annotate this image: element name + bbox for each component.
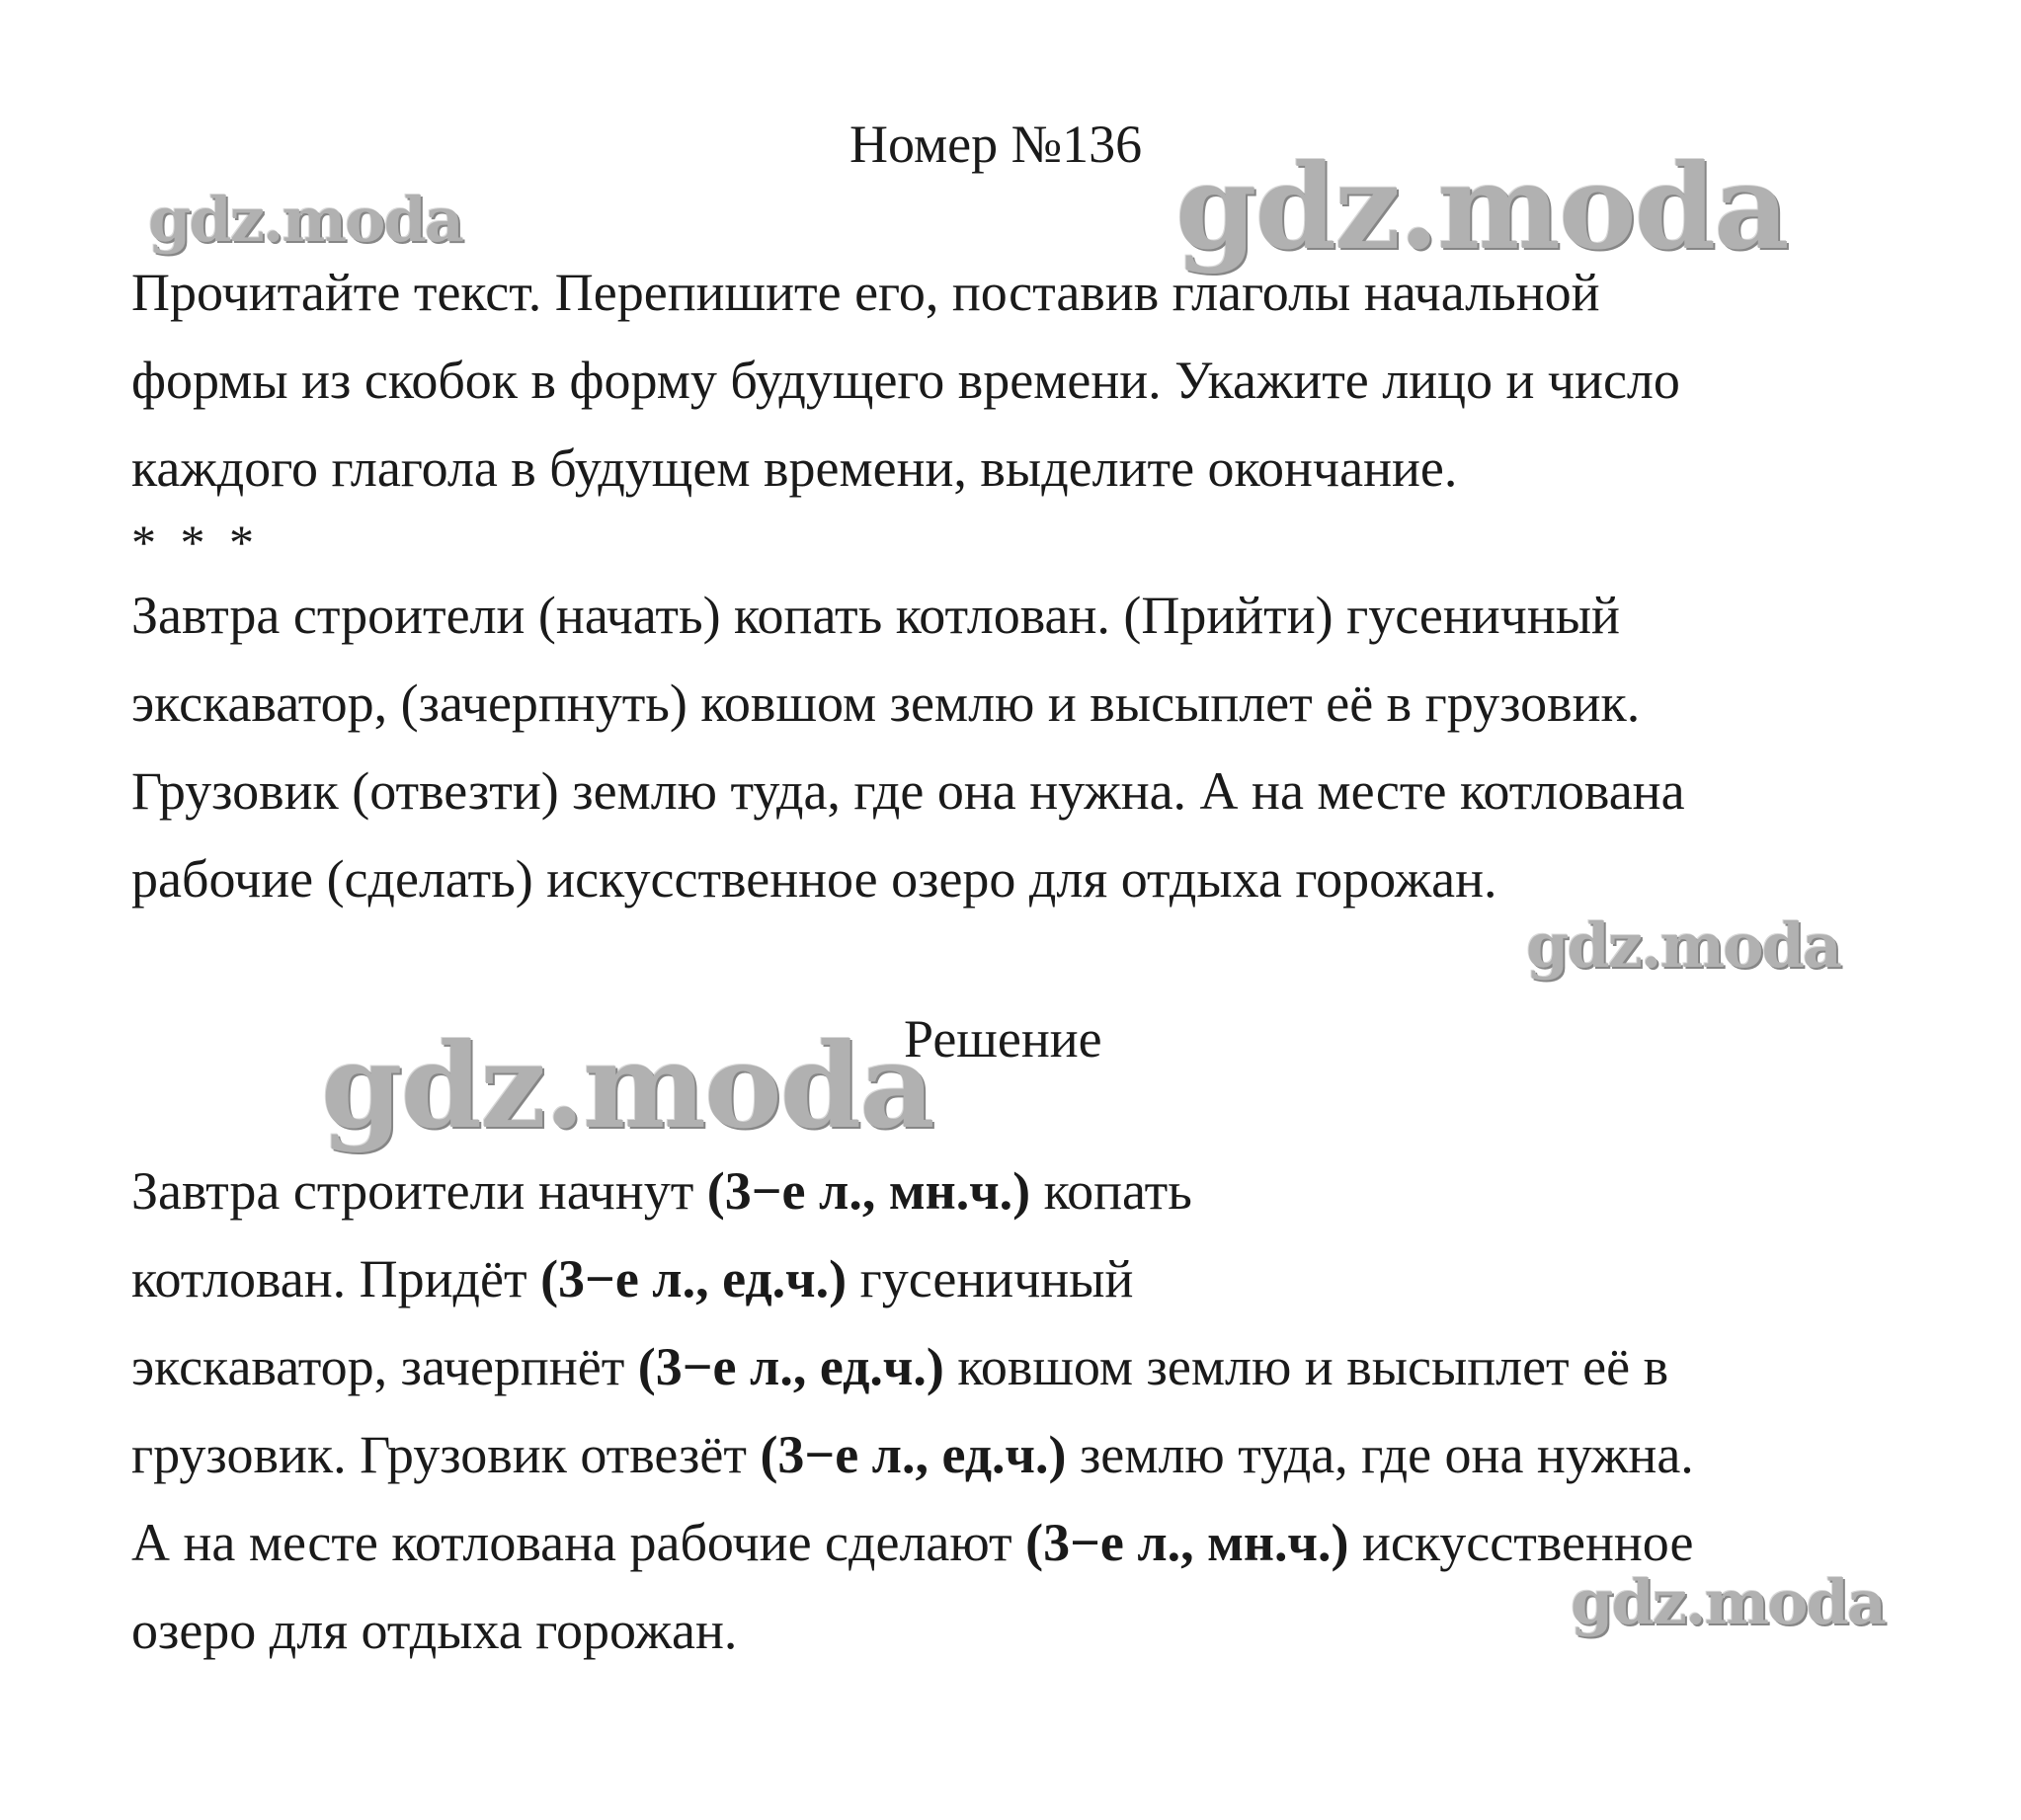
watermark-logo: gdz.moda	[1526, 910, 1840, 982]
watermark-logo: gdz.moda	[1175, 138, 1788, 276]
solution-text: гусеничный	[847, 1249, 1134, 1308]
page-title: Номер №136	[849, 115, 1143, 174]
grammar-note: (3−е л., ед.ч.)	[540, 1249, 848, 1308]
solution-text: грузовик. Грузовик отвезёт	[131, 1425, 761, 1484]
separator: * * *	[131, 514, 260, 570]
solution-text: озеро для отдыха горожан.	[131, 1601, 738, 1660]
solution-line	[131, 1235, 1988, 1323]
text-line: экскаватор, (зачерпнуть) ковшом землю и высыплет её в грузовик.	[131, 673, 1641, 733]
solution-text: искусственное	[1348, 1513, 1694, 1572]
solution-text: котлован. Придёт	[131, 1249, 541, 1308]
solution-line	[131, 1147, 1988, 1235]
grammar-note: (3−е л., ед.ч.)	[760, 1425, 1067, 1484]
grammar-note: (3−е л., ед.ч.)	[637, 1337, 944, 1396]
instruction-line: формы из скобок в форму будущего времени. Укажите лицо и число	[131, 351, 1680, 410]
task-section	[131, 249, 1988, 923]
solution-line	[131, 1323, 1988, 1411]
text-line: Грузовик (отвезти) землю туда, где она нужна. А на месте котлована	[131, 761, 1685, 821]
watermark-logo: gdz.moda	[1571, 1566, 1885, 1638]
instruction-line: Прочитайте текст. Перепишите его, поставив глаголы начальной	[131, 263, 1600, 322]
solution-text: экскаватор, зачерпнёт	[131, 1337, 638, 1396]
solution-line	[131, 1411, 1988, 1499]
exercise-text	[131, 572, 1988, 923]
instruction-line: каждого глагола в будущем времени, выделите окончание.	[131, 438, 1458, 498]
solution-text: Завтра строители начнут	[131, 1161, 707, 1221]
text-line: Завтра строители (начать) копать котлован. (Прийти) гусеничный	[131, 586, 1620, 645]
solution-title: Решение	[904, 1009, 1102, 1068]
grammar-note: (3−е л., мн.ч.)	[1025, 1513, 1349, 1572]
solution-text: землю туда, где она нужна.	[1066, 1425, 1694, 1484]
watermark-logo: gdz.moda	[148, 184, 462, 256]
grammar-note: (3−е л., мн.ч.)	[706, 1161, 1031, 1221]
solution-text: ковшом землю и высыплет её в	[943, 1337, 1669, 1396]
text-line: рабочие (сделать) искусственное озеро для отдыха горожан.	[131, 849, 1497, 909]
solution-text: А на месте котлована рабочие сделают	[131, 1513, 1026, 1572]
watermark-logo: gdz.moda	[321, 1017, 933, 1154]
solution-text: копать	[1030, 1161, 1192, 1221]
